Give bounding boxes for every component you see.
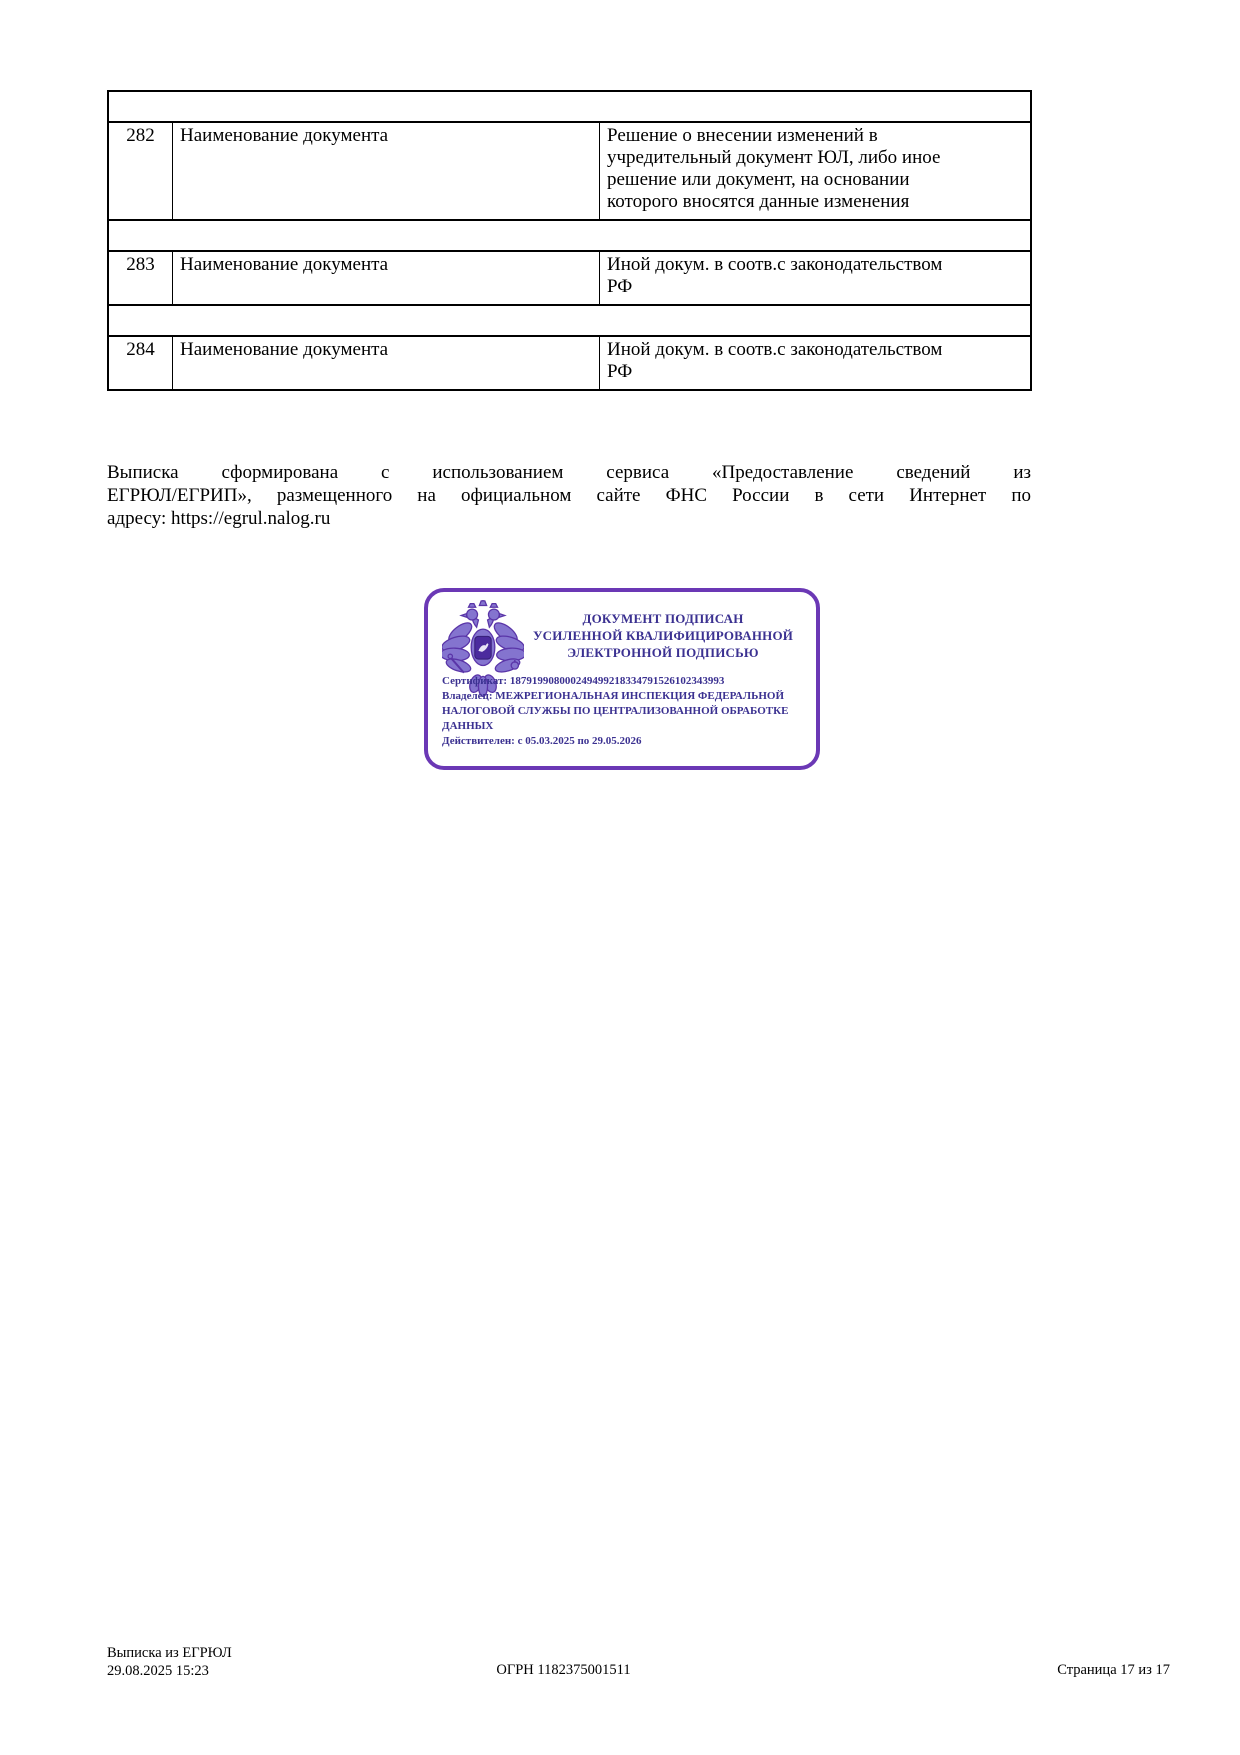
service-note-line: адресу: https://egrul.nalog.ru bbox=[107, 508, 331, 529]
row-label: Наименование документа bbox=[173, 252, 600, 304]
stamp-title-line: ЭЛЕКТРОННОЙ ПОДПИСЬЮ bbox=[567, 645, 759, 660]
row-value-line: РФ bbox=[607, 361, 633, 382]
e-signature-stamp bbox=[424, 588, 820, 770]
row-value bbox=[600, 123, 1030, 219]
footer-page-number: Страница 17 из 17 bbox=[1057, 1662, 1170, 1678]
row-number: 282 bbox=[109, 123, 173, 219]
service-note-line: Выписка сформирована с использованием сервиса «Предоставление сведений из bbox=[107, 462, 1031, 483]
stamp-title-line: УСИЛЕННОЙ КВАЛИФИЦИРОВАННОЙ bbox=[532, 628, 794, 643]
stamp-details bbox=[442, 674, 798, 749]
validity-value: с 05.03.2025 по 29.05.2026 bbox=[517, 735, 642, 747]
row-value-line: учредительный документ ЮЛ, либо иное bbox=[607, 147, 941, 168]
footer-doc-name: Выписка из ЕГРЮЛ bbox=[107, 1645, 232, 1661]
row-value-line: РФ bbox=[607, 276, 633, 297]
owner-value: МЕЖРЕГИОНАЛЬНАЯ ИНСПЕКЦИЯ ФЕДЕРАЛЬНОЙ НАЛОГОВОЙ СЛУЖБЫ ПО ЦЕНТРАЛИЗОВАННОЙ ОБРАБОТКЕ ДАННЫХ bbox=[442, 690, 789, 732]
table-empty-row bbox=[109, 92, 1030, 123]
validity-label: Действителен: bbox=[442, 735, 515, 747]
row-label: Наименование документа bbox=[173, 337, 600, 389]
stamp-title-line: ДОКУМЕНТ ПОДПИСАН bbox=[582, 611, 744, 626]
row-value-line: которого вносятся данные изменения bbox=[607, 191, 910, 212]
footer-datetime: 29.08.2025 15:23 bbox=[107, 1663, 209, 1679]
validity-line bbox=[442, 734, 798, 749]
table-empty-row bbox=[109, 306, 1030, 337]
certificate-value: 187919908000249499218334791526102343993 bbox=[509, 675, 725, 687]
owner-label: Владелец: bbox=[442, 690, 493, 702]
certificate-line bbox=[442, 674, 798, 689]
row-label: Наименование документа bbox=[173, 123, 600, 219]
row-value-line: решение или документ, на основании bbox=[607, 169, 910, 190]
stamp-title bbox=[524, 600, 802, 661]
table-row bbox=[109, 337, 1030, 389]
footer-ogrn: ОГРН 1182375001511 bbox=[496, 1662, 631, 1678]
table-empty-row bbox=[109, 221, 1030, 252]
table-row bbox=[109, 123, 1030, 221]
row-number: 283 bbox=[109, 252, 173, 304]
service-note-line: ЕГРЮЛ/ЕГРИП», размещенного на официальном сайте ФНС России в сети Интернет по bbox=[107, 485, 1031, 506]
row-value-line: Иной докум. в соотв.с законодательством bbox=[607, 339, 943, 360]
records-table bbox=[107, 90, 1032, 391]
table-row bbox=[109, 252, 1030, 306]
owner-line bbox=[442, 689, 798, 734]
row-value-line: Решение о внесении изменений в bbox=[607, 125, 878, 146]
row-value bbox=[600, 337, 1030, 389]
certificate-label: Сертификат: bbox=[442, 675, 508, 687]
row-number: 284 bbox=[109, 337, 173, 389]
row-value bbox=[600, 252, 1030, 304]
row-value-line: Иной докум. в соотв.с законодательством bbox=[607, 254, 943, 275]
service-note bbox=[107, 461, 1031, 530]
